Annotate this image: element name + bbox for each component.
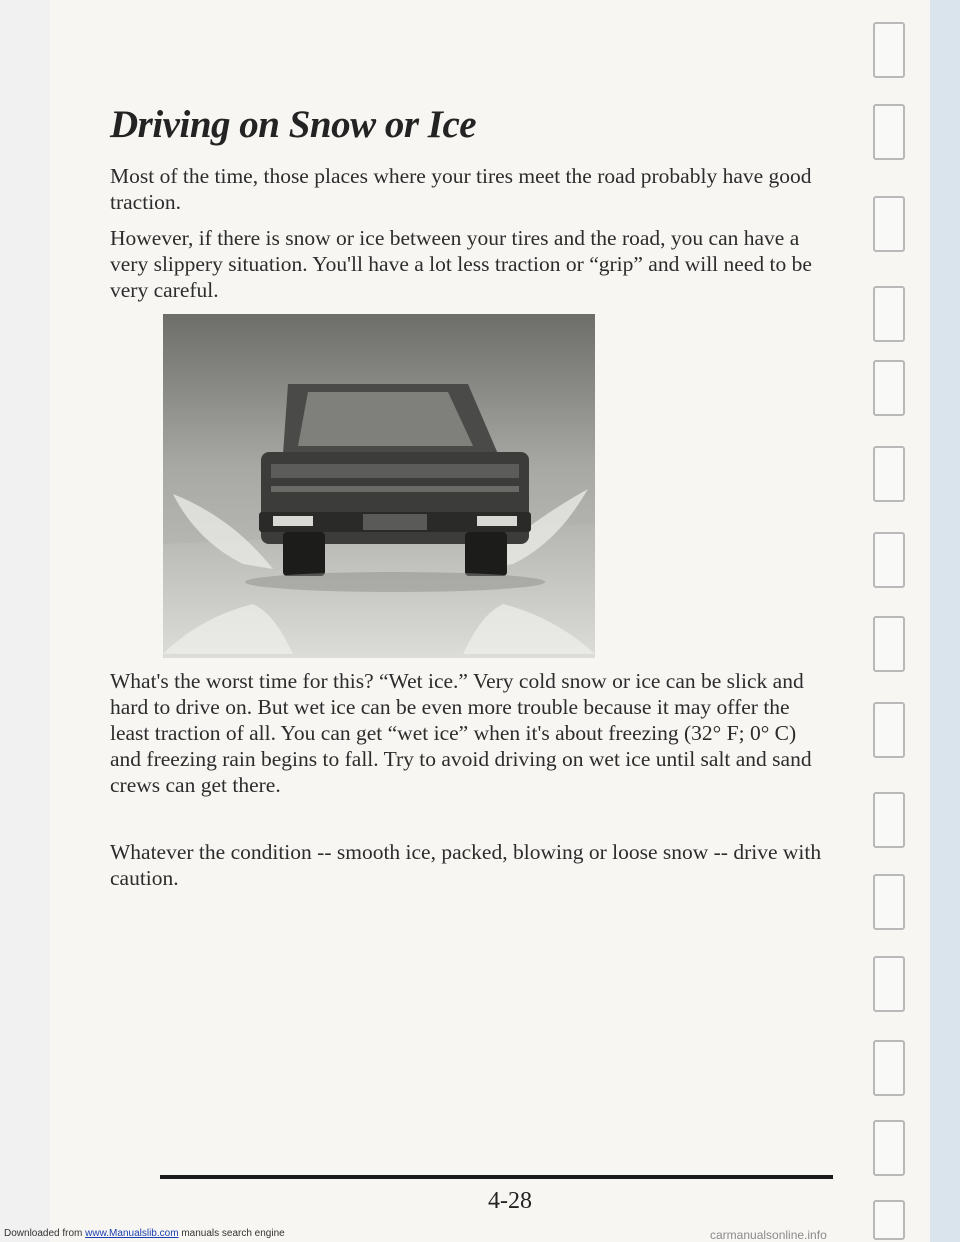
footer-rule xyxy=(160,1175,833,1179)
car-on-ice-illustration xyxy=(163,314,595,658)
index-tab xyxy=(873,874,905,930)
index-tab xyxy=(873,616,905,672)
paragraph-wet-ice: What's the worst time for this? “Wet ice.” Very cold snow or ice can be slick and hard to drive on. But wet ice can be even more trouble because it may offer the least traction of all. You can get “wet ice” when it's about freezing (32° F; 0° C) and freezing rain begins to fall. Try to avoid driving on wet ice until salt and sand crews can get there. xyxy=(110,669,812,797)
download-prefix: Downloaded from xyxy=(4,1228,83,1239)
index-tab xyxy=(873,532,905,588)
site-watermark: carmanualsonline.info xyxy=(710,1228,827,1242)
index-tab xyxy=(873,286,905,342)
left-margin-strip xyxy=(0,0,50,1242)
index-tab xyxy=(873,446,905,502)
download-bar xyxy=(4,1228,285,1239)
page-number: 4-28 xyxy=(488,1188,532,1214)
index-tab xyxy=(873,22,905,78)
index-tab xyxy=(873,1120,905,1176)
manualslib-link[interactable]: www.Manualslib.com xyxy=(85,1228,179,1239)
index-tab xyxy=(873,792,905,848)
index-tab xyxy=(873,104,905,160)
paragraph-traction: Most of the time, those places where your tires meet the road probably have good traction. xyxy=(110,164,812,214)
index-tab xyxy=(873,702,905,758)
paragraph-caution: Whatever the condition -- smooth ice, packed, blowing or loose snow -- drive with caution. xyxy=(110,840,822,890)
right-margin-strip xyxy=(930,0,960,1242)
page-heading: Driving on Snow or Ice xyxy=(110,103,477,146)
index-tab xyxy=(873,956,905,1012)
download-suffix: manuals search engine xyxy=(181,1228,285,1239)
index-tab xyxy=(873,196,905,252)
index-tab xyxy=(873,360,905,416)
paragraph-slippery: However, if there is snow or ice between your tires and the road, you can have a very slippery situation. You'll have a lot less traction or “grip” and will need to be very careful. xyxy=(110,226,812,302)
index-tab xyxy=(873,1200,905,1240)
index-tab xyxy=(873,1040,905,1096)
